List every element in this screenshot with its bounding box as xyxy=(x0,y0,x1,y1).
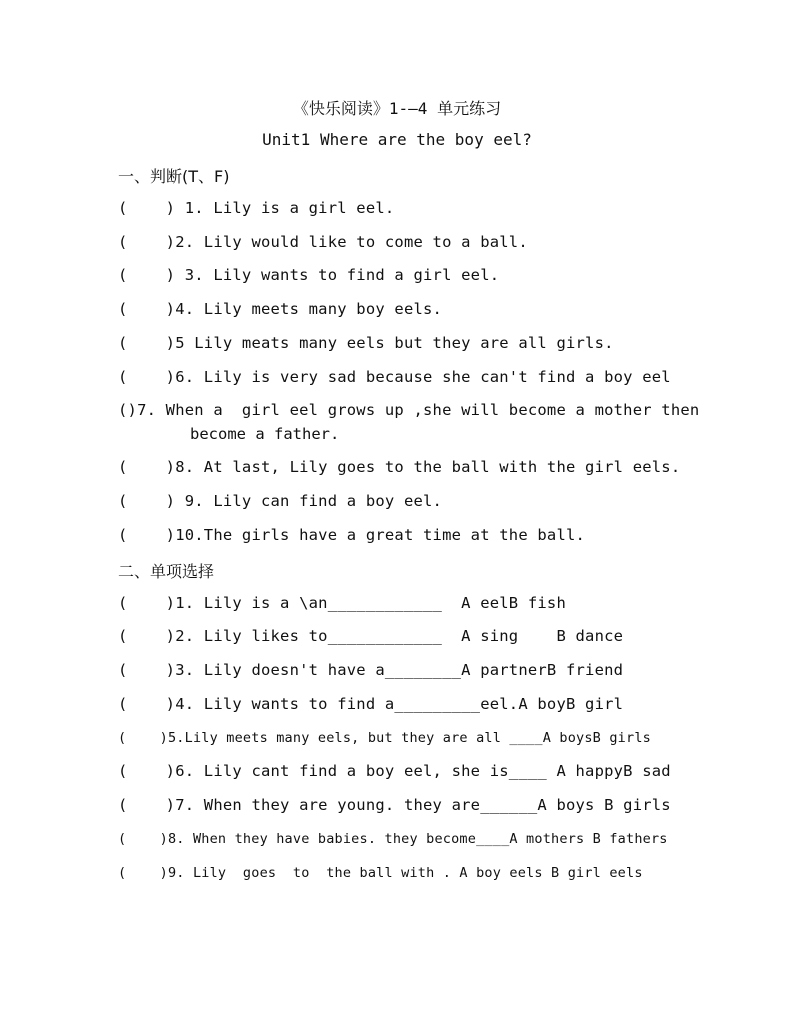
mc-question-8: ( )8. When they have babies. they become____A mothers B fathers xyxy=(118,831,668,847)
page-title: 《快乐阅读》1-—4 单元练习 xyxy=(292,99,502,118)
tf-question-2: ( )2. Lily would like to come to a ball. xyxy=(118,233,528,251)
mc-question-4: ( )4. Lily wants to find a_________eel.A boyB girl xyxy=(118,695,624,713)
mc-question-6: ( )6. Lily cant find a boy eel, she is____ A happyB sad xyxy=(118,762,671,780)
tf-question-10: ( )10.The girls have a great time at the ball. xyxy=(118,526,586,544)
tf-question-6: ( )6. Lily is very sad because she can't find a boy eel xyxy=(118,368,671,386)
tf-question-3: ( ) 3. Lily wants to find a girl eel. xyxy=(118,266,500,284)
section-heading-true-false: 一、判断(T、F) xyxy=(118,167,230,186)
tf-question-8: ( )8. At last, Lily goes to the ball with the girl eels. xyxy=(118,458,681,476)
tf-question-7: ()7. When a girl eel grows up ,she will become a mother then xyxy=(118,401,700,419)
mc-question-5: ( )5.Lily meets many eels, but they are all ____A boysB girls xyxy=(118,730,651,746)
tf-question-1: ( ) 1. Lily is a girl eel. xyxy=(118,199,395,217)
tf-question-9: ( ) 9. Lily can find a boy eel. xyxy=(118,492,443,510)
tf-question-5: ( )5 Lily meats many eels but they are all girls. xyxy=(118,334,614,352)
mc-question-3: ( )3. Lily doesn't have a________A partnerB friend xyxy=(118,661,624,679)
section-heading-multiple-choice: 二、单项选择 xyxy=(118,562,215,581)
tf-question-7-continuation: become a father. xyxy=(190,425,340,443)
mc-question-2: ( )2. Lily likes to____________ A sing B dance xyxy=(118,627,624,645)
tf-question-4: ( )4. Lily meets many boy eels. xyxy=(118,300,443,318)
mc-question-9: ( )9. Lily goes to the ball with . A boy eels B girl eels xyxy=(118,865,643,881)
mc-question-1: ( )1. Lily is a \an____________ A eelB fish xyxy=(118,594,566,612)
mc-question-7: ( )7. When they are young. they are______A boys B girls xyxy=(118,796,671,814)
unit-subtitle: Unit1 Where are the boy eel? xyxy=(262,130,532,149)
